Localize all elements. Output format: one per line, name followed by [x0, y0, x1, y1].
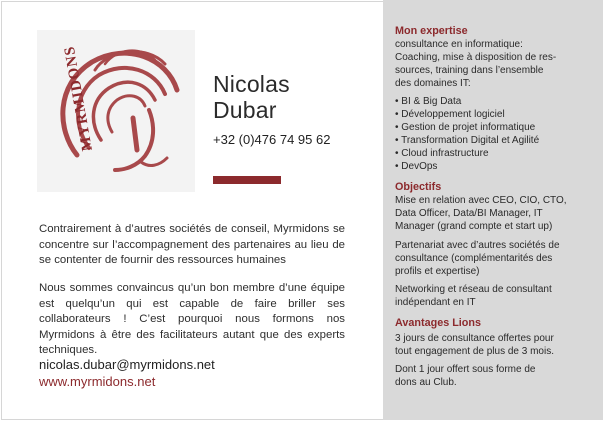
expertise-list: [395, 96, 595, 173]
benefits-p2-line-2: dons au Club.: [395, 377, 457, 388]
intro-paragraph-1: Contrairement à d’autres sociétés de conseil, Myrmidons se concentre sur l’accompagnement des partenaires au lieu de se contenter de fournir des ressources humaines: [39, 223, 345, 267]
company-logo: [37, 30, 195, 192]
benefits-p1-line-2: tout engagement de plus de 3 mois.: [395, 346, 554, 357]
objectives-title: Objectifs: [395, 181, 442, 193]
logo-wordmark: MYRMIDONS: [61, 44, 96, 153]
benefits-p2-line-1: Dont 1 jour offert sous forme de: [395, 364, 536, 375]
objectives-p1-line-2: Data Officer, Data/BI Manager, IT: [395, 208, 543, 219]
expertise-title: Mon expertise: [395, 25, 468, 37]
list-item: • Transformation Digital et Agilité: [395, 135, 595, 148]
expertise-line-4: des domaines IT:: [395, 78, 471, 89]
list-item: • Gestion de projet informatique: [395, 122, 595, 135]
list-item: • BI & Big Data: [395, 96, 595, 109]
intro-paragraph-2: Nous sommes convaincus qu’un bon membre d’une équipe est quelqu’un qui est capable de faire briller ses collaborateurs ! C’est pourquoi nous formons nos Myrmidons à être des facilitateurs autant que des experts techniques.: [39, 282, 345, 357]
website-link[interactable]: www.myrmidons.net: [39, 374, 156, 389]
expertise-line-3: sources, training dans l’ensemble: [395, 65, 544, 76]
accent-divider: [213, 176, 281, 184]
benefits-p1-line-1: 3 jours de consultance offertes pour: [395, 333, 554, 344]
objectives-p1-line-1: Mise en relation avec CEO, CIO, CTO,: [395, 195, 567, 206]
expertise-line-1: consultance en informatique:: [395, 39, 523, 50]
objectives-p2-line-1: Partenariat avec d’autres sociétés de: [395, 240, 560, 251]
benefits-title: Avantages Lions: [395, 317, 481, 329]
list-item: • Développement logiciel: [395, 109, 595, 122]
objectives-p2-line-3: profils et expertise): [395, 266, 480, 277]
email-link[interactable]: nicolas.dubar@myrmidons.net: [39, 357, 215, 372]
list-item: • DevOps: [395, 161, 595, 174]
last-name: Dubar: [213, 97, 277, 123]
objectives-p3-line-1: Networking et réseau de consultant: [395, 284, 552, 295]
list-item: • Cloud infrastructure: [395, 148, 595, 161]
helmet-logo-icon: [37, 30, 195, 192]
objectives-p1-line-3: Manager (grand compte et start up): [395, 221, 553, 232]
first-name: Nicolas: [213, 71, 290, 97]
objectives-p3-line-2: indépendant en IT: [395, 297, 476, 308]
expertise-line-2: Coaching, mise à disposition de res-: [395, 52, 557, 63]
phone-number[interactable]: +32 (0)476 74 95 62: [213, 132, 331, 147]
objectives-p2-line-2: consultance (complémentarités des: [395, 253, 553, 264]
